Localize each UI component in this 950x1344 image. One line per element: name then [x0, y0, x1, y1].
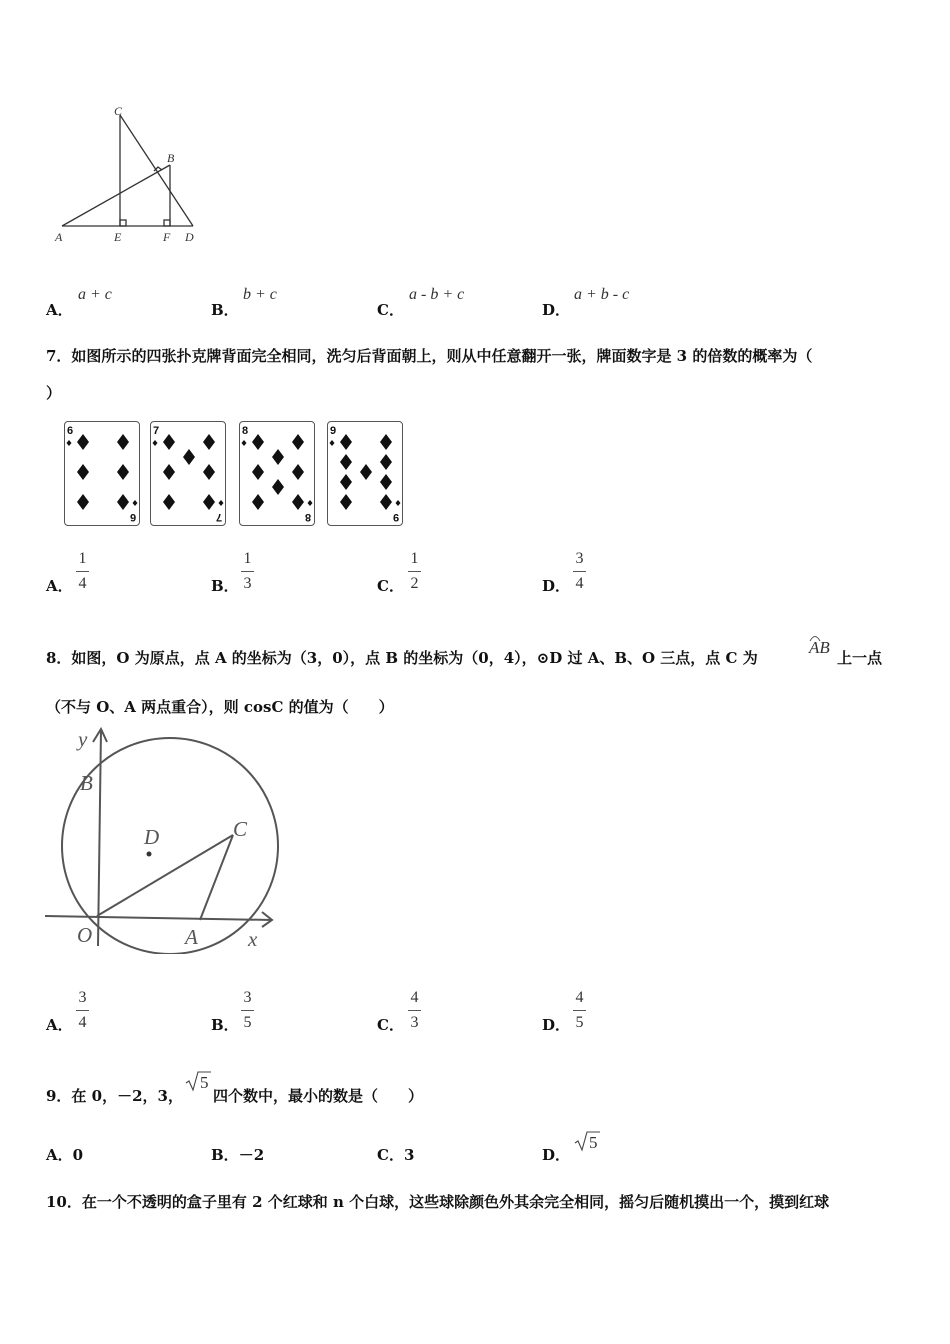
- q6-label-e: E: [114, 230, 122, 244]
- q8-option-c-den: 3: [410, 1014, 419, 1031]
- q7-option-b-den: 3: [243, 575, 252, 592]
- q9-option-a: [46, 1144, 83, 1165]
- card-7-diamond-pips: [151, 422, 225, 525]
- q6-option-b-expr: b + c: [243, 286, 277, 303]
- q8-question-text: 8．如图，O 为原点，点 A 的坐标为（3，0），点 B 的坐标为（0，4），⊙D 过 A、B、O 三点，点 C 为: [46, 649, 758, 667]
- arc-symbol-icon: [809, 632, 821, 642]
- q6-label-c: C: [114, 104, 123, 118]
- q9-option-b: [211, 1144, 264, 1165]
- q9-question-text: 9．在 0，－2，3，: [46, 1087, 183, 1105]
- card-6-rank: 6: [67, 425, 74, 437]
- q9-option-d-letter: D．: [542, 1146, 571, 1164]
- q8-circle-diagram: [40, 724, 290, 954]
- card-8-rank-bottom: 8: [304, 511, 311, 523]
- q7-option-b-num: 1: [243, 550, 252, 567]
- q7-question-text: 7．如图所示的四张扑克牌背面完全相同，洗匀后背面朝上，则从中任意翻开一张，牌面数字是 3 的倍数的概率为（: [46, 347, 813, 365]
- q8-option-b-num: 3: [243, 989, 252, 1006]
- q9-option-a-value: 0: [72, 1146, 84, 1164]
- q8-option-d-letter: D．: [542, 1016, 571, 1034]
- card-8-diamond-pips: [240, 422, 314, 525]
- q6-option-c-letter: C．: [377, 301, 404, 319]
- q9-sqrt-radicand: 5: [200, 1073, 209, 1092]
- q7-option-d-fraction: [573, 550, 586, 593]
- q7-option-c-den: 2: [410, 575, 419, 592]
- q9-question-text-cont: 四个数中，最小的数是（ ）: [213, 1087, 424, 1105]
- sqrt-symbol-icon: [184, 1070, 212, 1092]
- q9-option-d-radicand: 5: [589, 1133, 598, 1152]
- q9-option-b-value: －2: [238, 1146, 265, 1164]
- q7-option-d-den: 4: [575, 575, 584, 592]
- q8-option-b-letter: B．: [211, 1016, 239, 1034]
- q8-option-b-den: 5: [243, 1014, 252, 1031]
- q6-option-b-letter: B．: [211, 301, 239, 319]
- q7-option-d-num: 3: [575, 550, 584, 567]
- q6-option-c-expr: a - b + c: [409, 286, 465, 303]
- q8-question-text-cont: 上一点: [837, 649, 883, 667]
- q7-option-c-letter: C．: [377, 577, 404, 595]
- card-7-rank-bottom: 7: [215, 511, 222, 523]
- q9-option-b-letter: B．: [211, 1146, 239, 1164]
- playing-card-7: [150, 421, 226, 526]
- playing-card-9: [327, 421, 403, 526]
- q8-option-a-letter: A．: [46, 1016, 73, 1034]
- card-6-rank-bottom: 6: [129, 511, 136, 523]
- card-7-rank: 7: [153, 425, 160, 437]
- card-6-diamond-pips: [65, 422, 139, 525]
- q9-option-c: [377, 1144, 414, 1165]
- q6-label-d: D: [185, 230, 194, 244]
- q8-option-b-fraction: [241, 989, 254, 1032]
- q8-axis-y-label: y: [78, 727, 88, 751]
- q8-arc-label: AB: [809, 638, 830, 657]
- q6-label-f: F: [163, 230, 171, 244]
- card-9-diamond-pips: [328, 422, 402, 525]
- q9-option-a-letter: A．: [46, 1146, 73, 1164]
- q6-triangle-diagram: [50, 100, 210, 250]
- q10-question-text: 10．在一个不透明的盒子里有 2 个红球和 n 个白球，这些球除颜色外其余完全相同，摇匀后随机摸出一个，摸到红球: [46, 1193, 830, 1211]
- playing-card-6: [64, 421, 140, 526]
- q8-label-c: C: [233, 817, 248, 841]
- playing-card-8: [239, 421, 315, 526]
- q8-option-d-num: 4: [575, 989, 584, 1006]
- q8-option-c-num: 4: [410, 989, 419, 1006]
- q7-option-a-den: 4: [78, 575, 87, 592]
- q8-option-a-fraction: [76, 989, 89, 1032]
- q8-option-c-fraction: [408, 989, 421, 1032]
- q8-option-d-den: 5: [575, 1014, 584, 1031]
- q9-option-c-letter: C．: [377, 1146, 404, 1164]
- q6-option-d-letter: D．: [542, 301, 571, 319]
- q8-label-d: D: [144, 825, 160, 849]
- q9-option-c-value: 3: [403, 1146, 415, 1164]
- q6-label-a: A: [55, 230, 63, 244]
- q8-question-text-line2: （不与 O、A 两点重合），则 cosC 的值为（ ）: [46, 698, 394, 716]
- q8-option-a-den: 4: [78, 1014, 87, 1031]
- q7-option-c-num: 1: [410, 550, 419, 567]
- q7-option-d-letter: D．: [542, 577, 571, 595]
- q9-option-d-sqrt-icon: [573, 1130, 601, 1152]
- q7-question-text-end: ）: [46, 384, 62, 402]
- q6-label-b: B: [167, 151, 175, 165]
- q8-label-a: A: [185, 925, 198, 949]
- card-9-rank-bottom: 9: [392, 511, 399, 523]
- q7-option-a-fraction: [76, 550, 89, 593]
- center-point-d: [147, 852, 152, 857]
- card-8-rank: 8: [242, 425, 249, 437]
- card-9-rank: 9: [330, 425, 337, 437]
- q8-option-d-fraction: [573, 989, 586, 1032]
- q8-label-o: O: [77, 923, 93, 947]
- q7-option-b-letter: B．: [211, 577, 239, 595]
- q8-option-c-letter: C．: [377, 1016, 404, 1034]
- q8-label-b: B: [80, 771, 93, 795]
- q6-option-d-expr: a + b - c: [574, 286, 630, 303]
- q7-option-a-num: 1: [78, 550, 87, 567]
- q7-option-a-letter: A．: [46, 577, 73, 595]
- q7-option-b-fraction: [241, 550, 254, 593]
- q6-option-a-expr: a + c: [78, 286, 112, 303]
- q8-option-a-num: 3: [78, 989, 87, 1006]
- q8-axis-x-label: x: [248, 927, 258, 951]
- q7-option-c-fraction: [408, 550, 421, 593]
- q6-option-a-letter: A．: [46, 301, 73, 319]
